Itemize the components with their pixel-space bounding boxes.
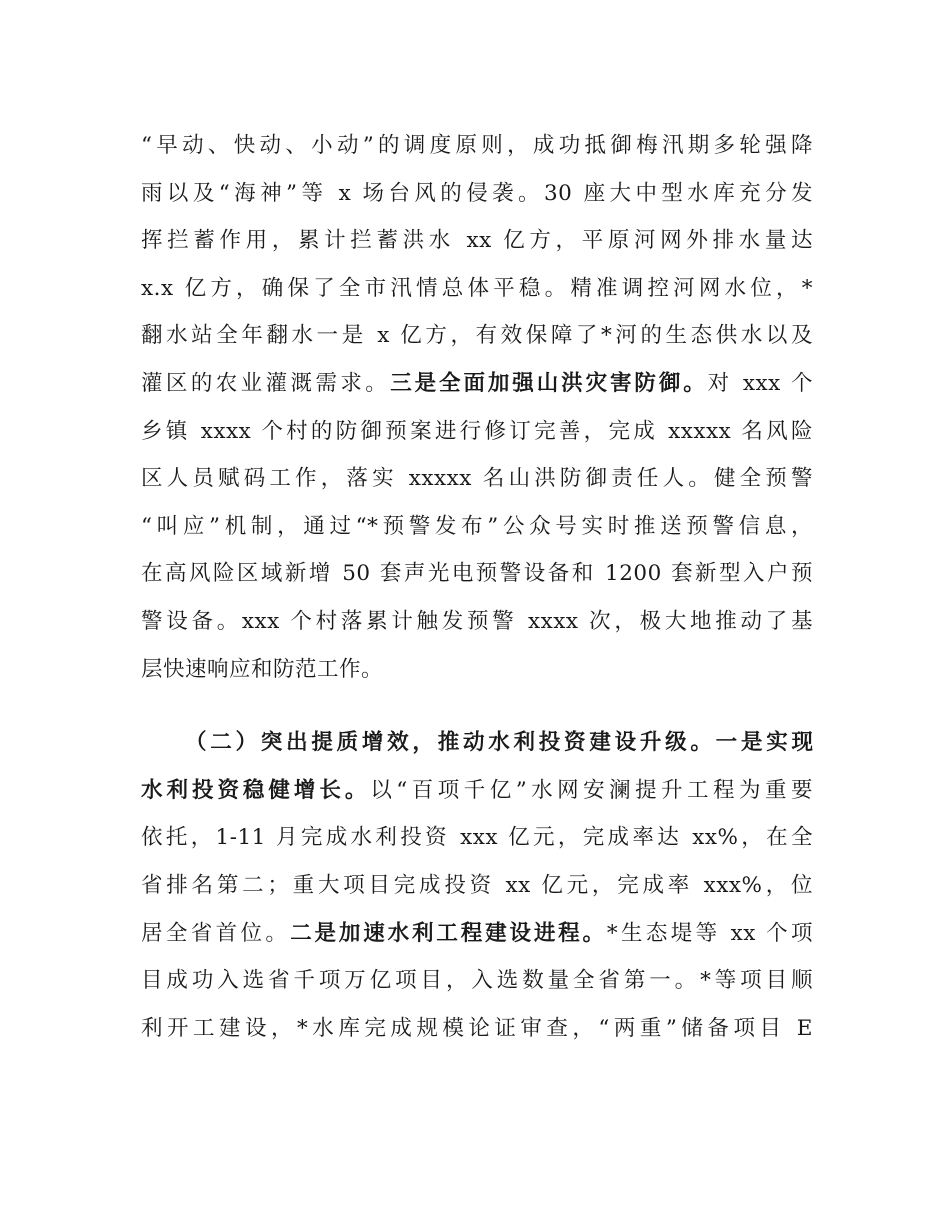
text-line xyxy=(141,122,813,170)
bold-heading-run: 二是加速水利工程建设进程。 xyxy=(290,920,607,946)
text-run: 目成功入选省千项万亿项目，入选数量全省第一。*等项目顺 xyxy=(141,968,813,994)
text-line xyxy=(141,598,813,646)
text-run: *生态堤等 xx 个项 xyxy=(606,920,813,946)
text-line xyxy=(141,550,813,598)
text-line xyxy=(141,217,813,265)
text-line xyxy=(141,360,813,408)
text-run: 乡镇 xxxx 个村的防御预案进行修订完善，完成 xxxxx 名风险 xyxy=(141,418,813,444)
text-line xyxy=(141,957,813,1005)
text-run: 警设备。xxx 个村落累计触发预警 xxxx 次，极大地推动了基 xyxy=(141,608,813,634)
text-line xyxy=(141,767,813,815)
text-run: 灌区的农业灌溉需求。 xyxy=(141,370,391,396)
paragraph-spacer xyxy=(141,693,813,719)
section-heading-line xyxy=(141,719,813,767)
text-run: 依托，1-11 月完成水利投资 xxx 亿元，完成率达 xx%，在全 xyxy=(141,825,813,851)
text-line xyxy=(141,1005,813,1053)
text-run: 省排名第二；重大项目完成投资 xx 亿元，完成率 xxx%，位 xyxy=(141,872,813,898)
text-run: 利开工建设，*水库完成规模论证审查，“两重”储备项目 E xyxy=(141,1015,813,1041)
text-run: “早动、快动、小动”的调度原则，成功抵御梅汛期多轮强降 xyxy=(141,133,813,158)
text-line xyxy=(141,455,813,503)
text-run: 雨以及“海神”等 x 场台风的侵袭。30 座大中型水库充分发 xyxy=(141,180,813,206)
text-run: 居全省首位。 xyxy=(141,920,291,946)
text-run: 层快速响应和防范工作。 xyxy=(141,656,384,682)
text-line xyxy=(141,646,813,694)
text-line xyxy=(141,814,813,862)
text-run: “叫应”机制，通过“*预警发布”公众号实时推送预警信息， xyxy=(141,513,813,539)
text-run: 挥拦蓄作用，累计拦蓄洪水 xx 亿方，平原河网外排水量达 xyxy=(141,228,813,254)
document-page xyxy=(141,122,813,1052)
text-run: 翻水站全年翻水一是 x 亿方，有效保障了*河的生态供水以及 xyxy=(141,323,813,349)
text-line xyxy=(141,312,813,360)
paragraph-investment xyxy=(141,719,813,1052)
text-line xyxy=(141,170,813,218)
bold-heading-run: 三是全面加强山洪灾害防御。 xyxy=(390,370,708,396)
text-line xyxy=(141,910,813,958)
paragraph-flood-control xyxy=(141,122,813,693)
text-run: 区人员赋码工作，落实 xxxxx 名山洪防御责任人。健全预警 xyxy=(141,466,813,492)
text-run: 在高风险区域新增 50 套声光电预警设备和 1200 套新型入户预 xyxy=(141,561,813,587)
text-line xyxy=(141,862,813,910)
bold-heading-run: 水利投资稳健增长。 xyxy=(141,777,371,803)
text-run: 以“百项千亿”水网安澜提升工程为重要 xyxy=(370,777,813,803)
text-line xyxy=(141,408,813,456)
section-heading: （二）突出提质增效，推动水利投资建设升级。一是实现 xyxy=(185,730,813,756)
text-run: x.x 亿方，确保了全市汛情总体平稳。精准调控河网水位，* xyxy=(141,275,813,301)
text-line xyxy=(141,265,813,313)
text-line xyxy=(141,503,813,551)
text-run: 对 xxx 个 xyxy=(707,370,813,396)
